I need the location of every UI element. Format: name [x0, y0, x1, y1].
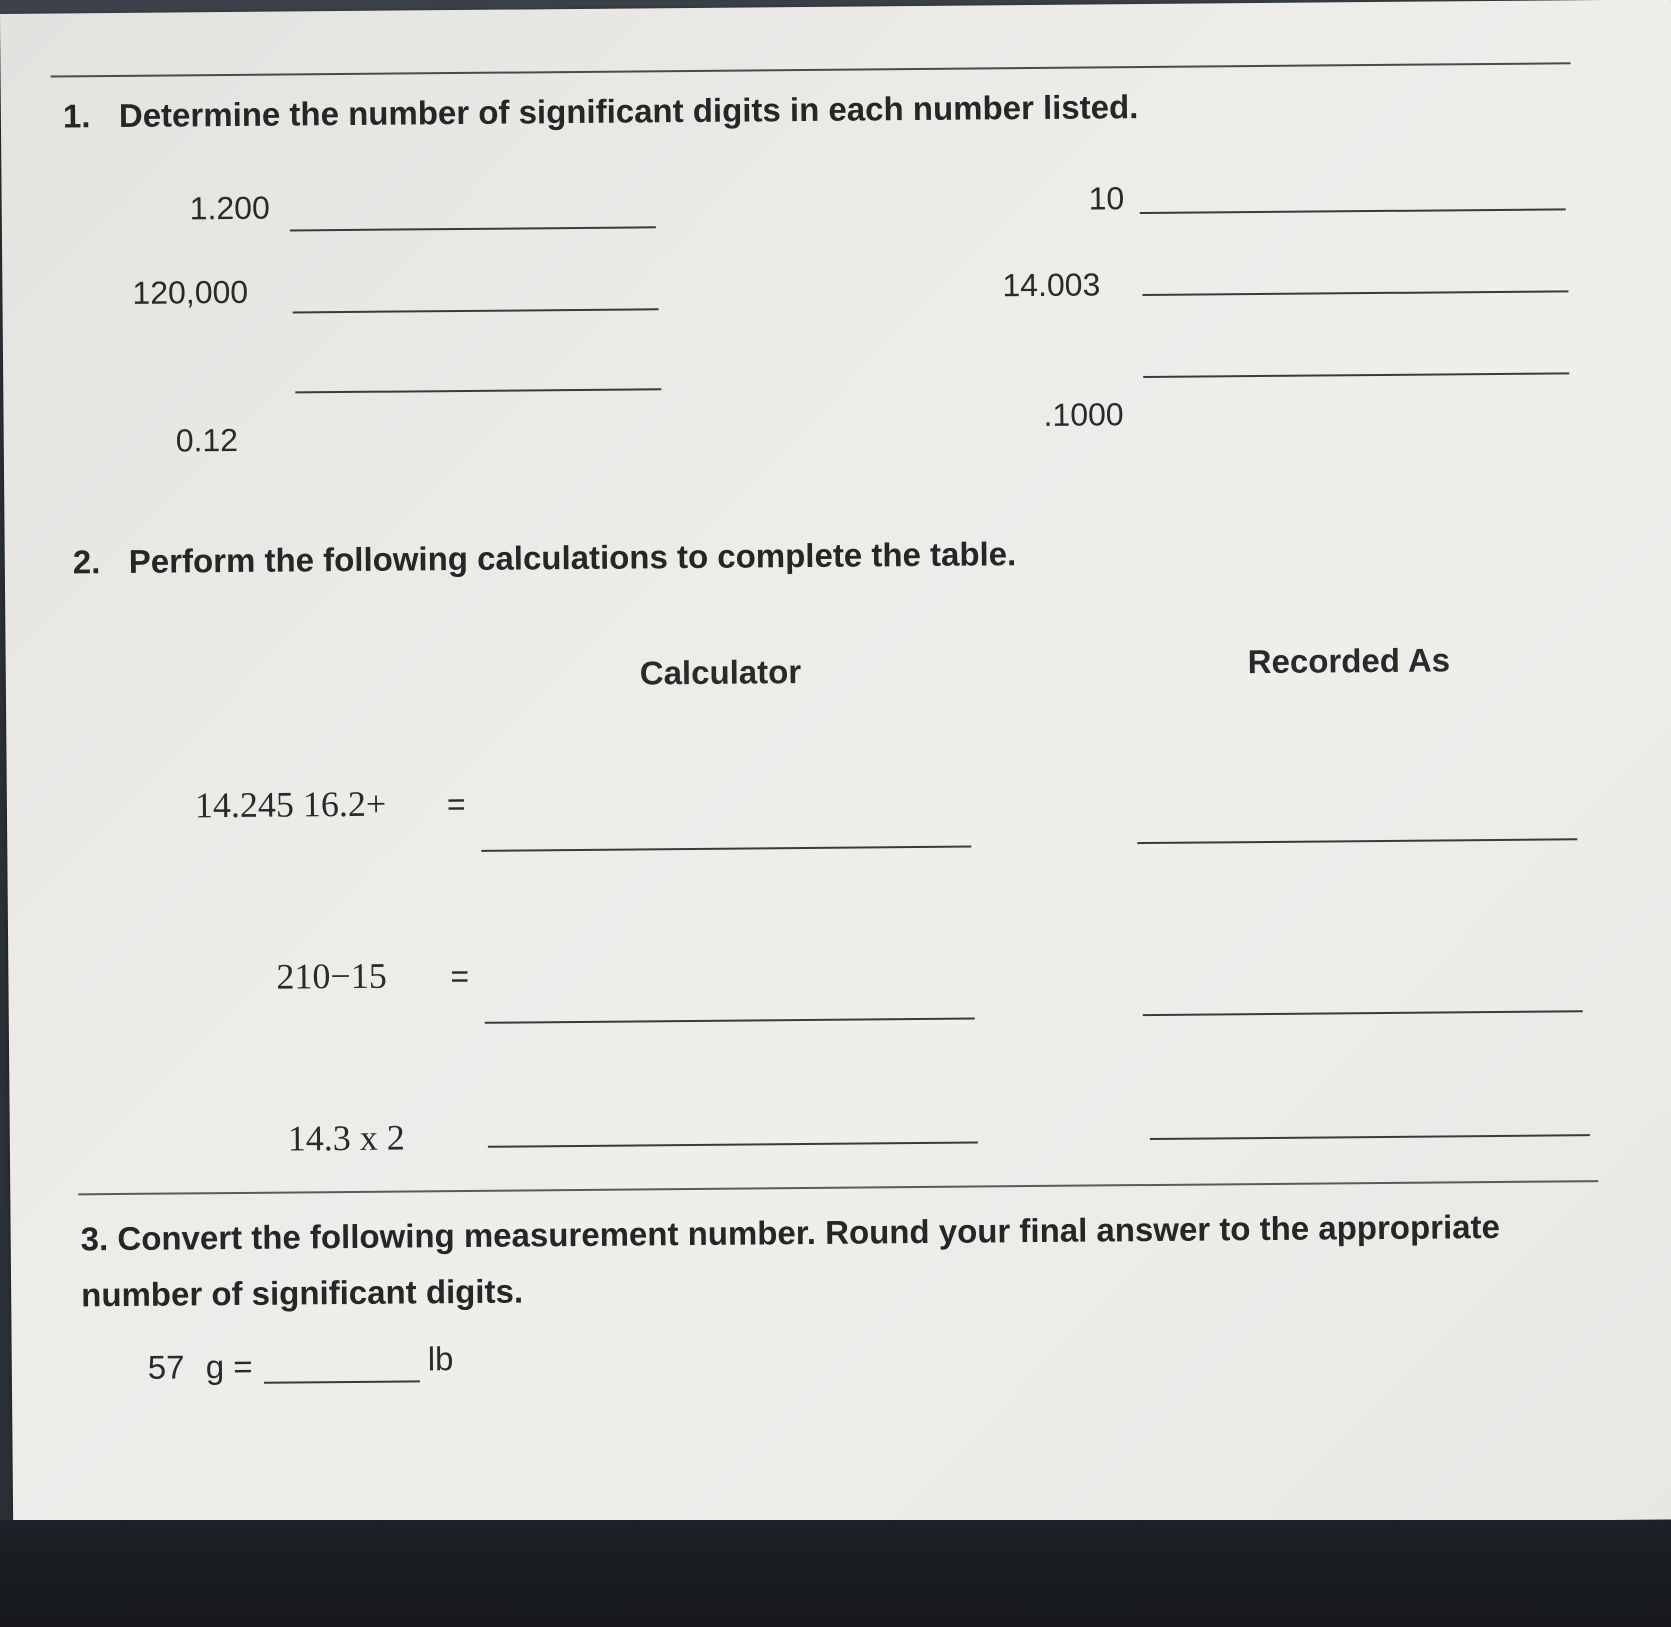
- question-1-heading: [63, 88, 1139, 135]
- q1-item-6: .1000: [1043, 396, 1124, 433]
- question-3-number: 3.: [80, 1220, 109, 1258]
- q1-item-5: 14.003: [1002, 266, 1101, 304]
- question-1-text: Determine the number of significant digits in each number listed.: [118, 88, 1139, 134]
- q1-answer-blank-4[interactable]: [1140, 208, 1566, 214]
- section-divider-rule: [78, 1180, 1598, 1195]
- q1-answer-blank-6[interactable]: [1143, 372, 1569, 378]
- q2-row-1-recorded-blank[interactable]: [1137, 838, 1577, 844]
- monitor-bezel-bottom: [0, 1520, 1671, 1627]
- q1-item-1: 1.200: [189, 189, 270, 227]
- q2-row-3-recorded-blank[interactable]: [1150, 1134, 1590, 1140]
- q2-row-1-equals: =: [446, 785, 466, 823]
- q2-row-3-expression: 14.3 x 2: [287, 1117, 405, 1159]
- q1-item-4: 10: [1088, 180, 1125, 217]
- q3-value: 57: [147, 1348, 185, 1386]
- q3-unit-from: g =: [205, 1347, 253, 1386]
- question-3-text: Convert the following measurement number. Round your final answer to the appropriate number of significant digits.: [81, 1207, 1501, 1314]
- question-2-heading: [73, 535, 1017, 581]
- q2-row-3-calculator-blank[interactable]: [488, 1142, 978, 1148]
- q1-item-2: 120,000: [132, 273, 249, 311]
- question-2-text: Perform the following calculations to complete the table.: [128, 535, 1017, 580]
- q3-unit-to: lb: [427, 1340, 454, 1378]
- q2-row-1-expression: 14.245 16.2+: [194, 783, 387, 826]
- q1-answer-blank-5[interactable]: [1142, 290, 1568, 296]
- question-2-number: 2.: [72, 543, 101, 581]
- q1-answer-blank-3[interactable]: [295, 388, 661, 393]
- q3-answer-blank[interactable]: [264, 1380, 420, 1383]
- q1-answer-blank-2[interactable]: [293, 308, 659, 313]
- q1-item-3: 0.12: [175, 421, 239, 459]
- q2-row-2-recorded-blank[interactable]: [1143, 1010, 1583, 1016]
- column-header-recorded-as: Recorded As: [1247, 641, 1451, 681]
- q2-row-2-calculator-blank[interactable]: [485, 1018, 975, 1024]
- question-1-number: 1.: [62, 97, 91, 135]
- column-header-calculator: Calculator: [639, 653, 802, 692]
- q1-answer-blank-1[interactable]: [290, 226, 656, 231]
- q2-row-2-equals: =: [450, 957, 470, 995]
- top-rule: [51, 62, 1571, 77]
- question-3-text-block: [80, 1198, 1561, 1323]
- q2-row-2-expression: 210−15: [276, 955, 387, 997]
- q2-row-1-calculator-blank[interactable]: [481, 846, 971, 852]
